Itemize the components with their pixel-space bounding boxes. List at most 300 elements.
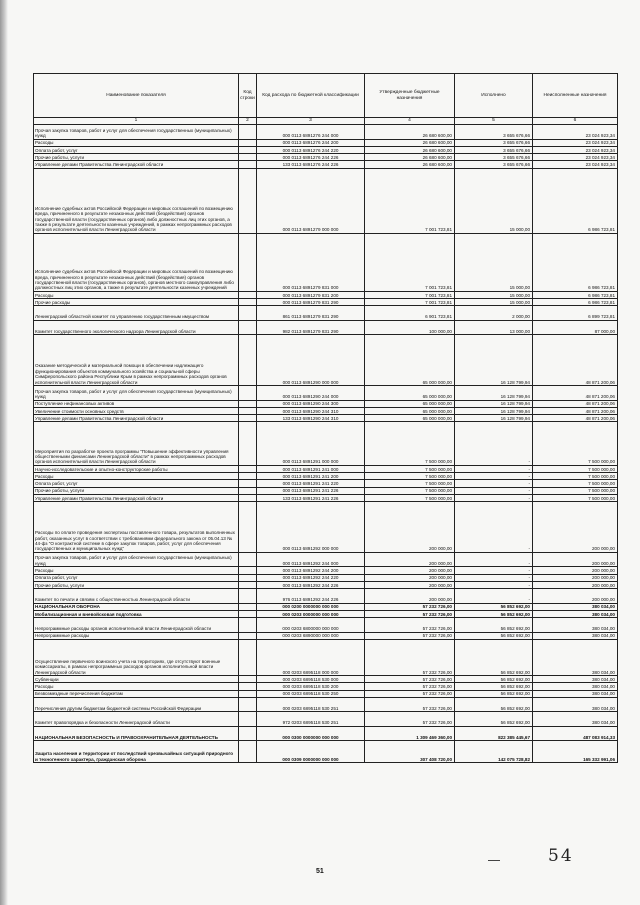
row-line-code [239, 146, 257, 153]
row-name: Непрограммные расходы органов исполнительной власти Ленинградской области [34, 618, 239, 633]
table-row [34, 168, 618, 233]
row-approved: 1 309 469 360,00 [365, 726, 455, 741]
table-row [34, 610, 618, 617]
row-line-code [239, 676, 257, 683]
row-line-code [239, 487, 257, 494]
table-row [34, 494, 618, 501]
table-row [34, 683, 618, 690]
row-unexecuted: 6 986 723,81 [533, 233, 618, 291]
page-number: 51 [316, 868, 324, 875]
row-approved: 7 500 000,00 [365, 422, 455, 466]
row-unexecuted: 380 034,00 [533, 632, 618, 639]
row-budget-code: 000 0113 6891292 000 000 [257, 502, 365, 553]
row-line-code [239, 683, 257, 690]
row-executed: 56 852 692,00 [455, 603, 533, 610]
row-unexecuted: 380 034,00 [533, 603, 618, 610]
row-name: Безвозмездные перечисления бюджетам [34, 690, 239, 697]
row-unexecuted: 87 000,00 [533, 320, 618, 335]
row-executed: 16 128 799,94 [455, 400, 533, 407]
row-line-code [239, 690, 257, 697]
row-approved: 57 232 726,00 [365, 697, 455, 712]
row-unexecuted: 6 986 723,81 [533, 168, 618, 233]
row-executed: 56 852 692,00 [455, 618, 533, 633]
row-name: Прочие работы, услуги [34, 487, 239, 494]
row-approved: 26 680 600,00 [365, 154, 455, 161]
row-executed: 3 655 676,66 [455, 146, 533, 153]
row-name: Прочие расходы [34, 299, 239, 306]
row-line-code [239, 567, 257, 574]
row-line-code [239, 726, 257, 741]
row-line-code [239, 125, 257, 140]
row-budget-code: 972 0203 6895118 530 251 [257, 712, 365, 727]
header-num-1: 1 [34, 118, 239, 125]
row-approved: 57 232 726,00 [365, 676, 455, 683]
row-unexecuted: 165 332 991,06 [533, 741, 618, 763]
row-line-code [239, 233, 257, 291]
row-executed: - [455, 487, 533, 494]
row-line-code [239, 480, 257, 487]
row-name: Прочие работы, услуги [34, 581, 239, 588]
table-row [34, 146, 618, 153]
row-approved: 57 232 726,00 [365, 610, 455, 617]
table-row [34, 487, 618, 494]
row-unexecuted: 380 034,00 [533, 610, 618, 617]
row-unexecuted: 200 000,00 [533, 567, 618, 574]
row-budget-code: 000 0113 6891291 241 000 [257, 465, 365, 472]
row-executed: 15 000,00 [455, 299, 533, 306]
row-budget-code: 000 0203 6895118 530 251 [257, 697, 365, 712]
stamp-number: 54 [548, 846, 574, 866]
row-unexecuted: 23 024 923,34 [533, 139, 618, 146]
row-budget-code: 133 0113 6891291 241 226 [257, 494, 365, 501]
row-approved: 7 500 000,00 [365, 480, 455, 487]
row-executed: - [455, 581, 533, 588]
row-name: Увеличение стоимости основных средств [34, 407, 239, 414]
table-row [34, 386, 618, 401]
row-budget-code: 000 0113 6891276 244 000 [257, 125, 365, 140]
row-name: Управление делами Правительства Ленинградской области [34, 494, 239, 501]
table-row [34, 574, 618, 581]
row-budget-code: 000 0113 6891290 244 000 [257, 386, 365, 401]
row-approved: 57 232 726,00 [365, 639, 455, 675]
row-unexecuted: 7 500 000,00 [533, 465, 618, 472]
row-name: Оказание методической и материальной помощи в обеспечении надлежащего функционирования объектов коммунального хозяйства и социальной сферы Симферопольского района Республики Крым в рамках непрограммных расходов органов исполнительной власти Ленинградской области [34, 335, 239, 386]
row-executed: 3 655 676,66 [455, 161, 533, 168]
table-row [34, 589, 618, 604]
row-budget-code: 000 0113 6891279 831 000 [257, 233, 365, 291]
row-name: Управление делами Правительства Ленинградской области [34, 415, 239, 422]
row-executed: - [455, 552, 533, 567]
row-line-code [239, 581, 257, 588]
table-row [34, 697, 618, 712]
row-unexecuted: 23 024 923,34 [533, 154, 618, 161]
header-unexecuted: Неисполненные назначения [533, 74, 618, 118]
row-unexecuted: 7 500 000,00 [533, 487, 618, 494]
row-executed: - [455, 473, 533, 480]
row-line-code [239, 386, 257, 401]
header-approved: Утвержденные бюджетные назначения [365, 74, 455, 118]
row-approved: 307 408 720,00 [365, 741, 455, 763]
row-line-code [239, 291, 257, 298]
row-line-code [239, 320, 257, 335]
row-approved: 65 000 000,00 [365, 415, 455, 422]
row-approved: 7 001 723,81 [365, 168, 455, 233]
row-executed: 56 852 692,00 [455, 676, 533, 683]
row-approved: 57 232 726,00 [365, 603, 455, 610]
row-unexecuted: 380 034,00 [533, 690, 618, 697]
table-row [34, 480, 618, 487]
row-approved: 200 000,00 [365, 589, 455, 604]
row-budget-code: 133 0113 6891290 244 310 [257, 415, 365, 422]
row-unexecuted: 7 500 000,00 [533, 422, 618, 466]
table-row [34, 422, 618, 466]
row-approved: 7 500 000,00 [365, 494, 455, 501]
row-executed: 56 852 692,00 [455, 690, 533, 697]
row-executed: - [455, 494, 533, 501]
row-line-code [239, 154, 257, 161]
row-budget-code: 000 0113 6891291 000 000 [257, 422, 365, 466]
row-name: Прочая закупка товаров, работ и услуг для обеспечения государственных (муниципальных) нужд [34, 386, 239, 401]
row-name: Оплата работ, услуг [34, 480, 239, 487]
row-unexecuted: 48 871 200,06 [533, 400, 618, 407]
row-executed: 822 385 445,67 [455, 726, 533, 741]
signature-mark [488, 860, 500, 861]
row-executed: 15 000,00 [455, 233, 533, 291]
row-name: Поступление нефинансовых активов [34, 400, 239, 407]
table-row [34, 415, 618, 422]
row-line-code [239, 299, 257, 306]
row-line-code [239, 400, 257, 407]
row-name: НАЦИОНАЛЬНАЯ ОБОРОНА [34, 603, 239, 610]
row-budget-code: 000 0113 6891290 244 310 [257, 407, 365, 414]
table-row [34, 291, 618, 298]
row-unexecuted: 23 024 923,34 [533, 125, 618, 140]
row-budget-code: 000 0113 6891279 000 000 [257, 168, 365, 233]
row-unexecuted: 7 500 000,00 [533, 473, 618, 480]
budget-table [33, 73, 618, 763]
row-budget-code: 000 0113 6891276 244 226 [257, 154, 365, 161]
table-row [34, 139, 618, 146]
header-name: Наименование показателя [34, 74, 239, 118]
row-approved: 200 000,00 [365, 567, 455, 574]
row-unexecuted: 487 083 914,33 [533, 726, 618, 741]
row-budget-code: 000 0203 6895118 530 250 [257, 690, 365, 697]
row-approved: 200 000,00 [365, 574, 455, 581]
row-name: Научно-исследовательские и опытно-конструкторские работы [34, 465, 239, 472]
row-budget-code: 982 0113 6891279 831 290 [257, 320, 365, 335]
row-executed: 56 852 692,00 [455, 712, 533, 727]
row-approved: 26 680 600,00 [365, 125, 455, 140]
header-budget-code: Код расхода по бюджетной классификации [257, 74, 365, 118]
row-name: Перечисления другим бюджетам бюджетной системы Российской Федерации [34, 697, 239, 712]
row-unexecuted: 380 034,00 [533, 639, 618, 675]
row-budget-code: 000 0113 6891276 244 220 [257, 146, 365, 153]
table-row [34, 161, 618, 168]
header-num-5: 5 [455, 118, 533, 125]
row-budget-code: 000 0113 6891276 244 200 [257, 139, 365, 146]
row-line-code [239, 589, 257, 604]
header-num-3: 3 [257, 118, 365, 125]
row-line-code [239, 473, 257, 480]
row-budget-code: 000 0200 0000000 000 000 [257, 603, 365, 610]
row-executed: - [455, 480, 533, 487]
table-row [34, 306, 618, 321]
row-unexecuted: 6 899 723,81 [533, 306, 618, 321]
table-row [34, 465, 618, 472]
row-executed: 56 852 692,00 [455, 683, 533, 690]
row-executed: - [455, 465, 533, 472]
table-row [34, 690, 618, 697]
table-row [34, 125, 618, 140]
row-unexecuted: 200 000,00 [533, 589, 618, 604]
row-line-code [239, 639, 257, 675]
header-executed: Исполнено [455, 74, 533, 118]
row-unexecuted: 380 034,00 [533, 676, 618, 683]
row-name: Расходы [34, 473, 239, 480]
row-executed: 56 852 692,00 [455, 639, 533, 675]
row-approved: 57 232 726,00 [365, 690, 455, 697]
row-budget-code: 000 0203 6895118 530 000 [257, 676, 365, 683]
header-num-4: 4 [365, 118, 455, 125]
row-line-code [239, 552, 257, 567]
row-name: НАЦИОНАЛЬНАЯ БЕЗОПАСНОСТЬ И ПРАВООХРАНИТЕЛЬНАЯ ДЕЯТЕЛЬНОСТЬ [34, 726, 239, 741]
row-name: Расходы [34, 139, 239, 146]
header-row-code: Код строки [239, 74, 257, 118]
row-name: Расходы [34, 291, 239, 298]
row-line-code [239, 494, 257, 501]
row-approved: 26 680 600,00 [365, 139, 455, 146]
row-approved: 100 000,00 [365, 320, 455, 335]
row-approved: 200 000,00 [365, 502, 455, 553]
scan-edge [0, 0, 8, 905]
row-line-code [239, 139, 257, 146]
row-unexecuted: 23 024 923,34 [533, 146, 618, 153]
row-name: Непрограммные расходы [34, 632, 239, 639]
row-budget-code: 000 0309 0000000 000 000 [257, 741, 365, 763]
row-executed: 13 000,00 [455, 320, 533, 335]
table-row [34, 741, 618, 763]
row-name: Оплата работ, услуг [34, 146, 239, 153]
row-executed: - [455, 567, 533, 574]
row-executed: 2 000,00 [455, 306, 533, 321]
row-executed: 15 000,00 [455, 291, 533, 298]
row-budget-code: 000 0203 6800000 000 000 [257, 618, 365, 633]
row-name: Прочая закупка товаров, работ и услуг для обеспечения государственных (муниципальных) нужд [34, 552, 239, 567]
row-executed: 56 852 692,00 [455, 610, 533, 617]
row-line-code [239, 603, 257, 610]
row-line-code [239, 161, 257, 168]
row-budget-code: 000 0203 6895118 530 200 [257, 683, 365, 690]
row-unexecuted: 380 034,00 [533, 697, 618, 712]
row-approved: 57 232 726,00 [365, 618, 455, 633]
table-row [34, 581, 618, 588]
header-numbers [34, 118, 618, 125]
row-name: Прочие работы, услуги [34, 154, 239, 161]
row-unexecuted: 48 871 200,06 [533, 415, 618, 422]
row-unexecuted: 23 024 923,34 [533, 161, 618, 168]
row-approved: 65 000 000,00 [365, 407, 455, 414]
row-executed: 56 852 692,00 [455, 632, 533, 639]
row-line-code [239, 632, 257, 639]
row-name: Комитет правопорядка и безопасности Ленинградской области [34, 712, 239, 727]
row-executed: 16 128 799,94 [455, 407, 533, 414]
row-approved: 65 000 000,00 [365, 400, 455, 407]
row-line-code [239, 407, 257, 414]
row-name: Расходы [34, 683, 239, 690]
row-line-code [239, 335, 257, 386]
row-budget-code: 000 0113 6891290 244 300 [257, 400, 365, 407]
row-budget-code: 000 0113 6891291 241 200 [257, 473, 365, 480]
row-executed: 142 075 728,82 [455, 741, 533, 763]
row-executed: 16 128 799,94 [455, 335, 533, 386]
row-approved: 7 001 723,81 [365, 291, 455, 298]
row-name: Исполнение судебных актов Российской Федерации и мировых соглашений по возмещению вреда, причиненного в результате незаконных действий (бездействия) органов государственной власти (государственных органов) либо должностных лиц этих органов, а также в результате деятельности казенных учреждений, в рамках непрограммных расходов органов исполнительной власти Ленинградской области [34, 168, 239, 233]
row-approved: 7 500 000,00 [365, 465, 455, 472]
header-num-2: 2 [239, 118, 257, 125]
table-row [34, 676, 618, 683]
row-name: Мобилизационная и вневойсковая подготовка [34, 610, 239, 617]
table-row [34, 618, 618, 633]
row-unexecuted: 200 000,00 [533, 581, 618, 588]
row-budget-code: 861 0113 6891279 831 290 [257, 306, 365, 321]
table-body [34, 125, 618, 763]
row-unexecuted: 200 000,00 [533, 552, 618, 567]
table-row [34, 320, 618, 335]
row-executed: - [455, 589, 533, 604]
row-line-code [239, 306, 257, 321]
table-row [34, 567, 618, 574]
row-approved: 57 232 726,00 [365, 683, 455, 690]
table-row [34, 233, 618, 291]
row-executed: 3 655 676,66 [455, 154, 533, 161]
row-line-code [239, 502, 257, 553]
row-budget-code: 000 0113 6891291 241 226 [257, 487, 365, 494]
row-budget-code: 000 0300 0000000 000 000 [257, 726, 365, 741]
row-executed: - [455, 574, 533, 581]
row-name: Прочая закупка товаров, работ и услуг для обеспечения государственных (муниципальных) нужд [34, 125, 239, 140]
row-line-code [239, 574, 257, 581]
row-budget-code: 000 0203 6890000 000 000 [257, 632, 365, 639]
row-unexecuted: 200 000,00 [533, 502, 618, 553]
row-executed: 3 655 676,66 [455, 125, 533, 140]
header-num-6: 6 [533, 118, 618, 125]
row-line-code [239, 697, 257, 712]
row-line-code [239, 618, 257, 633]
table-row [34, 712, 618, 727]
table-row [34, 299, 618, 306]
row-executed: - [455, 502, 533, 553]
row-name: Управление делами Правительства Ленинградской области [34, 161, 239, 168]
row-approved: 200 000,00 [365, 552, 455, 567]
row-executed: 16 128 799,94 [455, 415, 533, 422]
table-row [34, 154, 618, 161]
table-row [34, 552, 618, 567]
table-row [34, 502, 618, 553]
row-line-code [239, 415, 257, 422]
row-unexecuted: 380 034,00 [533, 712, 618, 727]
row-line-code [239, 465, 257, 472]
row-name: Субвенции [34, 676, 239, 683]
row-executed: 56 852 692,00 [455, 697, 533, 712]
row-executed: - [455, 422, 533, 466]
row-unexecuted: 48 871 200,06 [533, 335, 618, 386]
row-unexecuted: 48 871 200,06 [533, 407, 618, 414]
row-unexecuted: 380 034,00 [533, 618, 618, 633]
row-name: Расходы по оплате проведения экспертизы поставленного товара, результатов выполненных работ, оказанных услуг в соответствии с требованиями федерального закона от 05.04.13 № 44-фз "О контрактной системе в сфере закупок товаров, работ, услуг для обеспечения государственных и муниципальных нужд" [34, 502, 239, 553]
row-approved: 200 000,00 [365, 581, 455, 588]
row-name: Мероприятия по разработке проекта программы "Повышение эффективности управления общественными финансами Ленинградской области" в рамках непрограммных расходов органов исполнительной власти Ленинградской области [34, 422, 239, 466]
row-budget-code: 000 0113 6891292 244 200 [257, 567, 365, 574]
row-unexecuted: 48 871 200,06 [533, 386, 618, 401]
row-line-code [239, 741, 257, 763]
table-row [34, 473, 618, 480]
row-approved: 7 500 000,00 [365, 473, 455, 480]
row-approved: 26 680 600,00 [365, 161, 455, 168]
table-row [34, 335, 618, 386]
row-budget-code: 133 0113 6891276 244 226 [257, 161, 365, 168]
row-approved: 57 232 726,00 [365, 632, 455, 639]
row-name: Расходы [34, 567, 239, 574]
row-executed: 3 655 676,66 [455, 139, 533, 146]
row-name: Осуществление первичного воинского учета на территориях, где отсутствуют военные комиссариаты, в рамках непрограммных расходов органов исполнительной власти Ленинградской области [34, 639, 239, 675]
row-budget-code: 976 0113 6891292 244 226 [257, 589, 365, 604]
row-name: Ленинградский областной комитет по управлению государственным имуществом [34, 306, 239, 321]
row-unexecuted: 7 500 000,00 [533, 494, 618, 501]
row-approved: 26 680 600,00 [365, 146, 455, 153]
table-row [34, 400, 618, 407]
row-budget-code: 000 0113 6891290 000 000 [257, 335, 365, 386]
row-unexecuted: 380 034,00 [533, 683, 618, 690]
row-unexecuted: 7 500 000,00 [533, 480, 618, 487]
row-name: Комитет государственного экологического надзора Ленинградской области [34, 320, 239, 335]
table-row [34, 632, 618, 639]
row-approved: 6 901 723,81 [365, 306, 455, 321]
row-name: Исполнение судебных актов Российской Федерации и мировых соглашений по возмещению вреда, причиненного в результате незаконных действий (бездействия) органов государственной власти (государственных органов), органов местного самоуправления либо должностных лиц этих органов, а также в результате деятельности казенных учреждений [34, 233, 239, 291]
row-approved: 65 000 000,00 [365, 335, 455, 386]
row-budget-code: 000 0113 6891279 831 290 [257, 299, 365, 306]
row-executed: 16 128 799,94 [455, 386, 533, 401]
row-line-code [239, 712, 257, 727]
row-budget-code: 000 0113 6891291 241 220 [257, 480, 365, 487]
row-line-code [239, 422, 257, 466]
row-budget-code: 000 0113 6891292 244 220 [257, 574, 365, 581]
table-row [34, 407, 618, 414]
row-budget-code: 000 0203 6895118 000 000 [257, 639, 365, 675]
row-approved: 57 232 726,00 [365, 712, 455, 727]
table-header [34, 74, 618, 118]
row-approved: 7 500 000,00 [365, 487, 455, 494]
row-budget-code: 000 0113 6891292 244 000 [257, 552, 365, 567]
row-name: Оплата работ, услуг [34, 574, 239, 581]
row-name: Комитет по печати и связям с общественностью Ленинградской области [34, 589, 239, 604]
row-approved: 7 001 723,81 [365, 299, 455, 306]
row-unexecuted: 200 000,00 [533, 574, 618, 581]
row-executed: 15 000,00 [455, 168, 533, 233]
row-approved: 65 000 000,00 [365, 386, 455, 401]
row-unexecuted: 6 986 723,81 [533, 291, 618, 298]
row-line-code [239, 168, 257, 233]
table-row [34, 639, 618, 675]
row-budget-code: 000 0113 6891279 831 200 [257, 291, 365, 298]
row-budget-code: 000 0203 0000000 000 000 [257, 610, 365, 617]
row-approved: 7 001 723,81 [365, 233, 455, 291]
row-line-code [239, 610, 257, 617]
row-name: Защита населения и территории от последствий чрезвычайных ситуаций природного и техногенного характера, гражданская оборона [34, 741, 239, 763]
row-budget-code: 000 0113 6891292 244 226 [257, 581, 365, 588]
row-unexecuted: 6 986 723,81 [533, 299, 618, 306]
table-row [34, 726, 618, 741]
table-row [34, 603, 618, 610]
